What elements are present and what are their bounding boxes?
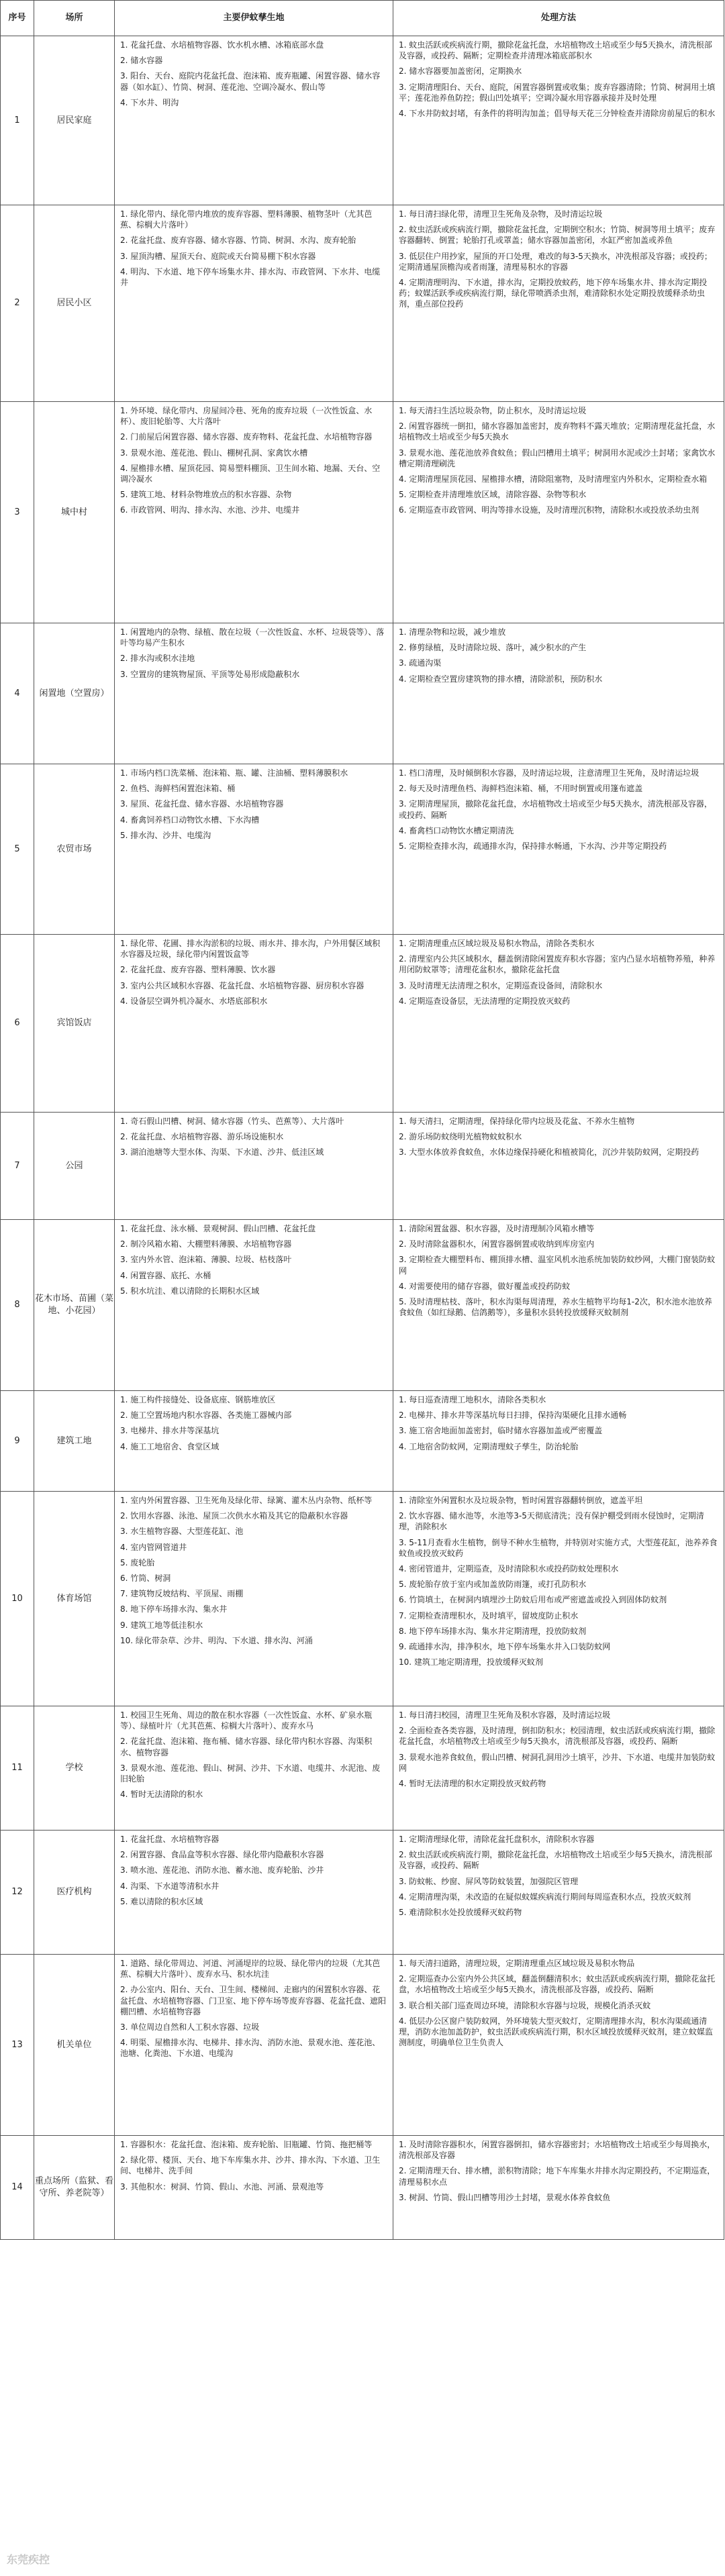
breeding-site-item: 4. 屋檐排水槽、屋顶花园、简易塑料棚顶、卫生间水箱、地漏、天台、空调冷凝水 <box>120 463 381 484</box>
row-number: 12 <box>1 1831 34 1955</box>
breeding-site-item: 2. 绿化带、楼顶、天台、地下车库集水井、沙井、排水沟、下水道、卫生间、电梯井、洗手间 <box>120 2155 381 2176</box>
breeding-site-item: 3. 室内外水管、泡沫箱、薄膜、垃圾、枯枝落叶 <box>120 1255 292 1265</box>
place-name: 公园 <box>34 1113 115 1220</box>
treatment-method-item: 3. 疏通沟渠 <box>399 658 442 668</box>
treatment-method-cell <box>393 935 724 1113</box>
treatment-method-item: 4. 下水井防蚊封堵，有条件的将明沟加盖；倡导每天花三分钟检查并清除房前屋后的积水 <box>399 108 716 118</box>
table-row <box>1 1955 724 2136</box>
treatment-method-cell <box>393 1706 724 1831</box>
breeding-site-item: 1. 施工构件接缝处、设备底座、钢筋堆放区 <box>120 1395 276 1404</box>
treatment-method-item: 4. 低层办公区窗户装防蚊网，外环境装大型灭蚊灯，定期清理排水沟，积水沟渠疏通清理，消防水池加盖防护，蚊虫活跃或疾病流行期，积水区域投放缓释灭蚊剂，建立蚊媒监测制度，明确单位卫生负责人 <box>399 2016 714 2048</box>
table-row <box>1 1391 724 1492</box>
row-number: 4 <box>1 623 34 764</box>
treatment-method-item: 9. 疏通排水沟，排净积水，地下停车场集水井入口装防蚊网 <box>399 1641 611 1651</box>
breeding-site-item: 6. 竹筒、树洞 <box>120 1573 171 1583</box>
treatment-method-item: 2. 闲置容器统一倒扣，储水容器加盖密封，废弃物料不露天堆放；定期清理花盆托盘，水培植物改土培或至少每5天换水 <box>399 421 716 442</box>
treatment-method-item: 3. 树洞、竹筒、假山凹槽等用沙土封堵，景观水体养食蚊鱼 <box>399 2192 611 2202</box>
treatment-method-item: 2. 蚊虫活跃或疾病流行期，撤除花盆托盘，定期倒空积水；竹筒、树洞等用土填平；废弃容器翻转、倒置；轮胎打孔或罩盖；储水容器加盖密闭，水缸严密加盖或养鱼 <box>399 225 716 246</box>
place-name: 建筑工地 <box>34 1391 115 1492</box>
treatment-method-item: 1. 及时清除容器积水，闲置容器倒扣，储水容器密封；水培植物改土培或至少每周换水，清洗根部及容器 <box>399 2140 716 2161</box>
breeding-site-item: 3. 屋顶、花盆托盘、储水容器、水培植物容器 <box>120 799 284 809</box>
treatment-method-item: 1. 每天清扫，定期清理，保持绿化带内垃圾及花盆、不养水生植物 <box>399 1117 635 1126</box>
table-header-row <box>1 1 724 36</box>
treatment-method-item: 4. 密闭管道井，定期巡查，及时清除积水或投药防蚊处理积水 <box>399 1563 619 1574</box>
table-row <box>1 764 724 935</box>
breeding-site-item: 2. 储水容器 <box>120 56 163 66</box>
breeding-site-item: 3. 阳台、天台、庭院内花盆托盘、泡沫箱、废弃瓶罐、闲置容器、储水容器（如水缸）、竹筒、树洞、莲花池、空调冷凝水、假山等 <box>120 71 381 92</box>
treatment-method-item: 1. 蚊虫活跃或疾病流行期，撤除花盆托盘，水培植物改土培或至少每5天换水，清洗根部及容器，或投药、隔断；定期检查并清理冰箱底部积水 <box>399 40 712 61</box>
table-row <box>1 1113 724 1220</box>
treatment-method-item: 5. 废轮胎存放于室内或加盖放防雨篷，或打孔防积水 <box>399 1580 587 1590</box>
breeding-site-item: 4. 沟渠、下水道等清积水井 <box>120 1881 220 1891</box>
breeding-site-item: 3. 景观水池、莲花池、假山、棚树孔洞、家禽饮水槽 <box>120 448 308 458</box>
breeding-site-item: 1. 绿化带、花圃、排水沟淤积的垃圾、雨水井、排水沟，户外用餐区域积水容器及垃圾，绿化带内闲置饭盒等 <box>120 939 381 960</box>
row-number: 6 <box>1 935 34 1113</box>
treatment-method-item: 3. 施工宿舍地面加盖密封，临时储水容器加盖或严密覆盖 <box>399 1426 603 1436</box>
breeding-site-item: 4. 明渠、屋檐排水沟、电梯井、排水沟、消防水池、景观水池、莲花池、池塘、化粪池、下水道、电缆沟 <box>120 2038 381 2059</box>
treatment-method-item: 2. 每天及时清理鱼档、海鲜档泡沫箱、桶，不用时倒置或用篷布遮盖 <box>399 784 643 794</box>
treatment-method-item: 3. 防蚊帐、纱窗、屏风等防蚊装置，加强院区管理 <box>399 1876 579 1886</box>
breeding-site-item: 1. 花盆托盘、泳水桶、景观树洞、假山凹槽、花盆托盘 <box>120 1224 316 1233</box>
treatment-method-item: 10. 建筑工地定期清理，投放缓释灭蚊剂 <box>399 1657 543 1667</box>
breeding-sites-cell <box>115 1220 393 1391</box>
breeding-site-item: 1. 花盆托盘、水培植物容器 <box>120 1835 220 1844</box>
breeding-site-item: 4. 下水井、明沟 <box>120 97 179 107</box>
treatment-method-item: 6. 定期巡查市政管网、明沟等排水设施，及时清理沉积物，清除积水或投放杀幼虫剂 <box>399 505 699 515</box>
breeding-site-item: 1. 室内外闲置容器、卫生死角及绿化带、绿篱、灌木丛内杂物、纸杯等 <box>120 1496 373 1505</box>
treatment-method-item: 3. 低层住户用抄家，屋顶的开口处理，难改的每3-5天换水，冲洗根部及容器；或投药；定期清通屋顶檐沟或者雨篷，清理易积水的容器 <box>399 251 712 272</box>
breeding-site-item: 1. 道路、绿化带周边、河道、河涌堤岸的垃圾、绿化带内的垃圾（尤其芭蕉、棕榈大片落叶）、废弃水马、积水坑洼 <box>120 1959 381 1979</box>
treatment-method-item: 3. 联合相关部门巡查周边环境，清除积水容器与垃圾，规模化消杀灭蚊 <box>399 2000 651 2010</box>
treatment-method-item: 1. 每日清扫绿化带，清理卫生死角及杂物，及时清运垃圾 <box>399 209 603 219</box>
place-name: 医疗机构 <box>34 1831 115 1955</box>
breeding-site-item: 1. 花盆托盘、水培植物容器、饮水机水槽、冰箱底部水盘 <box>120 40 324 50</box>
breeding-sites-cell <box>115 205 393 402</box>
breeding-site-item: 3. 喷水池、莲花池、消防水池、蓄水池、废弃轮胎、沙井 <box>120 1865 324 1875</box>
breeding-sites-cell <box>115 935 393 1113</box>
treatment-method-cell <box>393 36 724 205</box>
row-number: 2 <box>1 205 34 402</box>
treatment-method-cell <box>393 764 724 935</box>
breeding-site-item: 2. 饮用水容器、泳池、屋顶二次供水水箱及其它的隐蔽积水容器 <box>120 1511 348 1521</box>
treatment-method-item: 4. 工地宿舍防蚊网，定期清理蚊子孳生，防治轮胎 <box>399 1441 579 1451</box>
row-number: 3 <box>1 402 34 623</box>
breeding-site-item: 3. 其他积水：树洞、竹筒、假山、水池、河涌、景观池等 <box>120 2181 324 2192</box>
place-name: 城中村 <box>34 402 115 623</box>
treatment-method-item: 2. 储水容器要加盖密闭，定期换水 <box>399 66 522 76</box>
breeding-site-item: 5. 排水沟、沙井、电缆沟 <box>120 830 211 840</box>
treatment-method-item: 5. 定期检查并清理堆放区域，清除容器、杂物等积水 <box>399 490 587 500</box>
breeding-sites-cell <box>115 764 393 935</box>
breeding-site-item: 2. 闲置容器、食品盒等积水容器、绿化带内隐蔽积水容器 <box>120 1850 324 1860</box>
row-number: 8 <box>1 1220 34 1391</box>
place-name: 花木市场、苗圃（菜地、小花园） <box>34 1220 115 1391</box>
treatment-method-item: 4. 定期清理屋顶花园、屋檐排水槽，清除阻塞物，及时清理室内外积水，定期检查水箱 <box>399 474 708 484</box>
treatment-method-item: 6. 竹筒填土，在树洞内填埋沙土防蚊后用布或严密遮盖或投入到固体防蚊剂 <box>399 1595 667 1605</box>
treatment-method-item: 4. 定期清理沟渠，未改造的在疑似蚊媒疾病流行期间每周巡查积水点，投放灭蚊剂 <box>399 1892 691 1902</box>
header-methods: 处理方法 <box>393 1 724 36</box>
treatment-method-item: 2. 清理室内公共区域积水，翻盖倒清除闲置废弃积水容器；室内凸显水培植物养殖，种养用闭防蚊罩等；清理花盆积水，撤除花盆托盘 <box>399 954 716 975</box>
breeding-site-item: 4. 畜禽饲养档口动物饮水槽、下水沟槽 <box>120 815 260 825</box>
treatment-method-cell <box>393 1492 724 1706</box>
treatment-method-cell <box>393 2136 724 2240</box>
breeding-site-item: 3. 空置房的建筑物屋顶、平顶等处易形成隐蔽积水 <box>120 669 300 679</box>
treatment-method-item: 3. 定期清理阳台、天台、庭院，闲置容器倒置或收集；废弃容器清除；竹筒、树洞用土填平；莲花池养鱼防控；假山凹处填平；空调冷凝水用容器承接并及时处理 <box>399 82 716 103</box>
table-row <box>1 205 724 402</box>
treatment-method-item: 1. 定期清理绿化带，清除花盆托盘积水，清除积水容器 <box>399 1835 595 1844</box>
place-name: 体育场馆 <box>34 1492 115 1706</box>
breeding-site-item: 5. 废轮胎 <box>120 1557 155 1567</box>
breeding-site-item: 2. 花盆托盘、废弃容器、储水容器、竹筒、树洞、水沟、废弃轮胎 <box>120 236 356 246</box>
treatment-method-item: 3. 及时清理无法清理之积水，定期巡查设备间，清除积水 <box>399 980 603 990</box>
breeding-site-item: 2. 施工空置场地内积水容器、各类施工器械内部 <box>120 1410 292 1421</box>
breeding-site-item: 2. 鱼档、海鲜档闲置泡沫箱、桶 <box>120 784 236 794</box>
breeding-site-item: 1. 闲置地内的杂物、绿植、散在垃圾（一次性饭盒、水杯、垃圾袋等）、落叶等均易产生积水 <box>120 627 385 648</box>
treatment-method-item: 3. 景观水池、莲花池放养食蚊鱼；假山凹槽用土填平；树洞用水泥或沙土封堵；家禽饮水槽定期清理刷洗 <box>399 448 716 468</box>
table-row <box>1 1220 724 1391</box>
treatment-method-item: 1. 清除室外闲置积水及垃圾杂物，暂时闲置容器翻转倒放，遮盖平坦 <box>399 1496 643 1505</box>
place-name: 农贸市场 <box>34 764 115 935</box>
breeding-site-item: 6. 市政管网、明沟、排水沟、水池、沙井、电缆井 <box>120 505 300 515</box>
table-row <box>1 36 724 205</box>
breeding-site-item: 3. 电梯井、排水井等深基坑 <box>120 1426 220 1436</box>
breeding-site-item: 1. 外环境、绿化带内、房屋间冷巷、死角的废弃垃圾（一次性饭盒、水杯）、废旧轮胎等、大片落叶 <box>120 406 373 427</box>
breeding-site-item: 3. 湖泊池塘等大型水体、沟渠、下水道、沙井、低洼区域 <box>120 1147 324 1157</box>
table-row <box>1 1706 724 1831</box>
treatment-method-item: 4. 对需要使用的储存容器，做好覆盖或投药防蚊 <box>399 1281 571 1291</box>
treatment-method-cell <box>393 1831 724 1955</box>
treatment-method-item: 2. 及时清除盆器积水，闲置容器倒置或收纳到库房室内 <box>399 1239 595 1249</box>
treatment-method-item: 4. 定期清理明沟、下水道，排水沟，定期投放蚊药，地下停车场集水井、排水沟定期投药；蚊媒活跃季或疾病流行期，绿化带喷洒杀虫剂，难清除积水处定期投放缓释杀幼虫剂，重点部位投药 <box>399 277 708 309</box>
breeding-site-item: 4. 闲置容器、底托、水桶 <box>120 1270 211 1280</box>
breeding-site-item: 5. 积水坑洼、难以清除的长期积水区域 <box>120 1286 260 1296</box>
treatment-method-item: 3. 定期清理屋顶，撤除花盆托盘，水培植物改土培或至少每5天换水，清洗根部及容器，或投药、隔断 <box>399 799 712 820</box>
breeding-sites-cell <box>115 1113 393 1220</box>
treatment-method-item: 4. 畜禽档口动物饮水槽定期清洗 <box>399 825 514 835</box>
breeding-sites-cell <box>115 2136 393 2240</box>
breeding-site-item: 2. 办公室内、阳台、天台、卫生间、楼梯间、走廊内的闲置积水容器、花盆托盘、水培植物容器、门卫室、地下停车场等废弃容器、花盆托盘、遮阳棚凹槽、水培植物容器 <box>120 1985 387 2016</box>
watermark: 东莞疾控 <box>7 2553 50 2566</box>
breeding-site-item: 3. 单位周边自然和人工积水容器、垃圾 <box>120 2022 260 2032</box>
treatment-method-cell <box>393 1955 724 2136</box>
breeding-site-item: 4. 暂时无法清除的积水 <box>120 1790 203 1800</box>
row-number: 7 <box>1 1113 34 1220</box>
treatment-method-cell <box>393 623 724 764</box>
breeding-site-item: 3. 屋顶沟槽、屋顶天台、庭院或天台简易棚下积水容器 <box>120 251 316 261</box>
table-row <box>1 402 724 623</box>
row-number: 13 <box>1 1955 34 2136</box>
breeding-sites-cell <box>115 1831 393 1955</box>
place-name: 居民小区 <box>34 205 115 402</box>
table-row <box>1 1831 724 1955</box>
treatment-method-item: 1. 定期清理重点区域垃圾及易积水物品，清除各类积水 <box>399 939 595 948</box>
treatment-method-cell <box>393 205 724 402</box>
table-row <box>1 2136 724 2240</box>
row-number: 10 <box>1 1492 34 1706</box>
breeding-site-item: 1. 绿化带内、绿化带内堆放的废弃容器、塑料薄膜、植物茎叶（尤其芭蕉、棕榈大片落叶） <box>120 209 373 230</box>
treatment-method-item: 3. 大型水体放养食蚊鱼，水体边缘保持硬化和植被简化，沉沙井装防蚊网，定期投药 <box>399 1147 699 1157</box>
breeding-site-item: 5. 难以清除的积水区域 <box>120 1896 203 1906</box>
treatment-method-item: 3. 景观水池养食蚊鱼，假山凹槽、树洞孔洞用沙土填平，沙井、下水道、电缆井加装防蚊网 <box>399 1752 716 1773</box>
breeding-sites-cell <box>115 1955 393 2136</box>
breeding-sites-cell <box>115 402 393 623</box>
treatment-method-item: 1. 每日巡查清理工地积水，清除各类积水 <box>399 1395 546 1404</box>
place-name: 重点场所（监狱、看守所、养老院等） <box>34 2136 115 2240</box>
header-no: 序号 <box>1 1 34 36</box>
treatment-method-item: 1. 清理杂物和垃圾，减少堆放 <box>399 627 506 637</box>
breeding-site-item: 9. 建筑工地等低洼积水 <box>120 1620 203 1630</box>
place-name: 居民家庭 <box>34 36 115 205</box>
treatment-method-item: 5. 定期检查排水沟，疏通排水沟，保持排水畅通，下水沟、沙井等定期投药 <box>399 841 667 851</box>
breeding-site-item: 1. 奇石假山凹槽、树洞、储水容器（竹头、芭蕉等）、大片落叶 <box>120 1117 344 1126</box>
table-row <box>1 623 724 764</box>
breeding-sites-cell <box>115 623 393 764</box>
header-place: 场所 <box>34 1 115 36</box>
table-row <box>1 1492 724 1706</box>
breeding-site-item: 2. 制冷风箱水箱、大棚塑料薄膜、水培植物容器 <box>120 1239 292 1249</box>
treatment-method-item: 4. 暂时无法清理的积水定期投放灭蚊药物 <box>399 1778 546 1788</box>
breeding-site-item: 4. 施工工地宿舍、食堂区域 <box>120 1441 220 1451</box>
treatment-method-item: 5. 及时清理枯枝、落叶，积水沟渠每周清理，养水生植物平均每1-2次，积水池水池放养食蚊鱼（如红绿鹅、信鸽鹅等），多量积水县转投放缓释灭蚊制剂 <box>399 1296 712 1318</box>
treatment-method-item: 7. 定期检查清理积水，及时填平，留坡度防止积水 <box>399 1610 579 1620</box>
treatment-method-item: 2. 定期巡查办公室内外公共区域，翻盖倒翻清积水；蚊虫活跃或疾病流行期，撤除花盆托盘，水培植物改土培或至少每5天换水，清洗根部及容器，或投药、隔断 <box>399 1974 716 1995</box>
breeding-site-item: 10. 绿化带杂草、沙井、明沟、下水道、排水沟、河涌 <box>120 1635 313 1645</box>
breeding-site-item: 4. 明沟、下水道、地下停车场集水井、排水沟、市政管网、下水井、电缆井 <box>120 266 381 287</box>
place-name: 闲置地（空置房） <box>34 623 115 764</box>
treatment-method-item: 1. 档口清理，及时倾倒积水容器，及时清运垃圾，注意清理卫生死角，及时清运垃圾 <box>399 768 699 778</box>
treatment-method-item: 2. 蚊虫活跃或疾病流行期，撤除花盆托盘，水培植物改土培或至少每5天换水，清洗根部及容器，或投药、隔断 <box>399 1850 712 1871</box>
treatment-method-item: 1. 清除闲置盆器、积水容器，及时清理制冷风箱水槽等 <box>399 1224 595 1233</box>
breeding-site-item: 7. 建筑物反坡结构、平顶屋、雨棚 <box>120 1589 244 1599</box>
treatment-method-cell <box>393 1113 724 1220</box>
breeding-site-item: 1. 容器积水：花盆托盘、泡沫箱、废弃轮胎、旧瓶罐、竹筒、拖把桶等 <box>120 2140 373 2149</box>
breeding-sites-cell <box>115 1391 393 1492</box>
treatment-method-item: 1. 每天清扫道路，清理垃圾，定期清理重点区域垃圾及易积水物品 <box>399 1959 635 1968</box>
treatment-method-item: 1. 每天清扫生活垃圾杂物，防止积水，及时清运垃圾 <box>399 406 587 415</box>
breeding-site-item: 2. 门前屋后闲置容器、储水容器、废弃物料、花盆托盘、水培植物容器 <box>120 432 373 442</box>
breeding-site-item: 2. 花盆托盘、废弃容器、塑料薄膜、饮水器 <box>120 965 276 975</box>
treatment-method-item: 4. 定期巡查设备层，无法清理的定期投放灭蚊药 <box>399 996 571 1006</box>
treatment-method-cell <box>393 1220 724 1391</box>
breeding-site-item: 3. 水生植物容器、大型莲花缸、池 <box>120 1527 244 1537</box>
breeding-sites-cell <box>115 36 393 205</box>
table-body <box>1 36 724 2240</box>
breeding-site-item: 2. 排水沟或积水洼地 <box>120 654 195 664</box>
treatment-method-item: 2. 饮水容器、储水池等，水池等3-5天彻底清洗；没有保护棚受到雨水侵蚀时，定期清理，消除积水 <box>399 1511 704 1532</box>
breeding-site-item: 2. 花盆托盘、泡沫箱、拖布桶、储水容器、绿化带内积水容器、沟渠积水、植物容器 <box>120 1737 373 1757</box>
place-name: 宾馆饭店 <box>34 935 115 1113</box>
treatment-method-item: 2. 定期清理天台、排水槽，淤积物清除；地下车库集水井排水沟定期投药，不定期巡查，清理易积水点 <box>399 2166 716 2187</box>
treatment-method-item: 8. 地下停车场排水沟、集水井定期清理，投放防蚊剂 <box>399 1626 587 1636</box>
treatment-method-item: 2. 电梯井、排水井等深基坑每日扫排，保持沟渠硬化且排水通畅 <box>399 1410 627 1421</box>
row-number: 5 <box>1 764 34 935</box>
breeding-site-item: 3. 室内公共区域积水容器、花盆托盘、水培植物容器、厨房积水容器 <box>120 980 365 990</box>
row-number: 1 <box>1 36 34 205</box>
treatment-method-item: 4. 定期检查空置房建筑物的排水槽，清除淤积，预防积水 <box>399 674 603 684</box>
place-name: 机关单位 <box>34 1955 115 2136</box>
treatment-method-item: 3. 5-11月查看水生植物，倒导不种水生植物，并特别对实施方式，大型莲花缸，池养养食蚊鱼或投放灭蚊药 <box>399 1537 718 1558</box>
treatment-method-item: 3. 定期检查大棚塑料布、棚顶排水槽、温室风机水池系统加装防蚊纱网，大棚门窗装防蚊网 <box>399 1255 716 1276</box>
row-number: 9 <box>1 1391 34 1492</box>
header-breeding-sites: 主要伊蚊孳生地 <box>115 1 393 36</box>
treatment-method-item: 5. 难清除积水处投放缓释灭蚊药物 <box>399 1907 522 1917</box>
breeding-site-item: 4. 设备层空调外机冷凝水、水塔底部积水 <box>120 996 268 1006</box>
treatment-method-item: 2. 修剪绿植，及时清除垃圾、落叶，减少积水的产生 <box>399 643 587 653</box>
row-number: 11 <box>1 1706 34 1831</box>
treatment-method-item: 2. 游乐场防蚊绕明光植物蚊蚊积水 <box>399 1132 522 1142</box>
breeding-sites-cell <box>115 1492 393 1706</box>
breeding-site-item: 8. 地下停车场排水沟、集水井 <box>120 1604 228 1614</box>
breeding-site-item: 1. 市场内档口洗菜桶、泡沫箱、瓶、罐、注油桶、塑料薄膜积水 <box>120 768 348 778</box>
breeding-sites-cell <box>115 1706 393 1831</box>
treatment-method-item: 1. 每日清扫校园，清理卫生死角及积水容器，及时清运垃圾 <box>399 1710 611 1720</box>
treatment-method-cell <box>393 402 724 623</box>
breeding-site-item: 3. 景观水池、莲花池、假山、树洞、沙井、下水道、电缆井、水泥池、废旧轮胎 <box>120 1763 381 1784</box>
treatment-method-item: 2. 全面检查各类容器，及时清理，倒扣防积水；校园清理，蚊虫活跃或疾病流行期，撤除花盆托盘，水培植物改土培或至少每5天换水，清洗根部及容器，或投药、隔断 <box>399 1726 716 1747</box>
breeding-site-item: 1. 校园卫生死角、周边的散在积水容器（一次性饭盒、水杯、矿泉水瓶等）、绿植叶片（尤其芭蕉、棕榈大片落叶）、废弃水马 <box>120 1710 373 1731</box>
breeding-site-item: 4. 室内管网管道井 <box>120 1542 187 1552</box>
breeding-site-item: 2. 花盆托盘、水培植物容器、游乐场设施积水 <box>120 1132 284 1142</box>
table-row <box>1 935 724 1113</box>
treatment-method-cell <box>393 1391 724 1492</box>
breeding-site-item: 5. 建筑工地、材料杂物堆放点的积水容器、杂物 <box>120 490 292 500</box>
place-name: 学校 <box>34 1706 115 1831</box>
row-number: 14 <box>1 2136 34 2240</box>
